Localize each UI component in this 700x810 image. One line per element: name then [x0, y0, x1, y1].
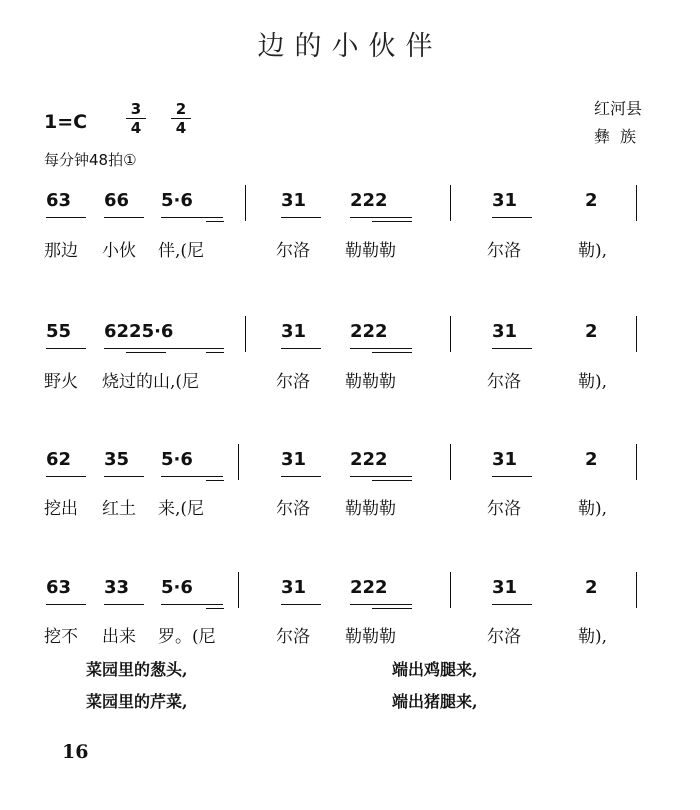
lyric-syllables: 尔洛	[487, 372, 521, 392]
tempo-marking: 每分钟48拍①	[44, 151, 137, 169]
note-group: 31	[492, 190, 518, 211]
time-signature-3-4	[126, 101, 146, 136]
note-group: 222	[350, 321, 388, 342]
lyric-syllables: 烧过的山,(尼	[102, 372, 200, 392]
source-ethnic-group: 彝族	[594, 127, 647, 146]
note-group: 2	[585, 577, 598, 598]
barline	[450, 444, 451, 480]
note-group: 5·6	[161, 449, 193, 470]
lyric-syllables: 勒),	[578, 241, 608, 261]
beat-underline	[350, 476, 412, 477]
note-group: 55	[46, 321, 72, 342]
barline	[450, 316, 451, 352]
note-group: 31	[281, 449, 307, 470]
lyric-syllables: 尔洛	[276, 499, 310, 519]
beat-underline	[281, 604, 321, 605]
time-signature-2-4	[171, 101, 191, 136]
beat-underline	[281, 348, 321, 349]
beat-underline	[206, 352, 224, 353]
note-group: 31	[281, 577, 307, 598]
beat-underline	[46, 476, 86, 477]
lyric-syllables: 小伙	[102, 241, 136, 261]
note-group: 222	[350, 577, 388, 598]
lyric-syllables: 挖不	[44, 627, 78, 647]
lyrics-line-2	[0, 367, 700, 401]
verse-line: 端出猪腿来,	[392, 692, 478, 711]
time-sig-denominator: 4	[175, 119, 187, 137]
beat-underline	[281, 476, 321, 477]
lyric-syllables: 勒),	[578, 627, 608, 647]
beat-underline	[492, 348, 532, 349]
note-group: 33	[104, 577, 130, 598]
note-group: 31	[281, 321, 307, 342]
lyric-syllables: 尔洛	[276, 372, 310, 392]
note-group: 35	[104, 449, 130, 470]
lyrics-line-3	[0, 494, 700, 528]
barline	[238, 572, 239, 608]
barline	[245, 185, 246, 221]
barline	[636, 185, 637, 221]
beat-underline	[104, 217, 144, 218]
note-group: 31	[492, 321, 518, 342]
beat-underline	[104, 348, 224, 349]
note-group: 63	[46, 190, 72, 211]
beat-underline	[161, 476, 223, 477]
time-sig-numerator: 2	[171, 101, 191, 119]
barline	[636, 444, 637, 480]
beat-underline	[372, 480, 412, 481]
lyrics-line-1	[0, 236, 700, 270]
lyric-syllables: 挖出	[44, 499, 78, 519]
notation-line-3	[0, 449, 700, 483]
note-group: 62	[46, 449, 72, 470]
lyric-syllables: 野火	[44, 372, 78, 392]
beat-underline	[206, 608, 224, 609]
beat-underline	[126, 352, 166, 353]
verse-line: 菜园里的葱头,	[86, 660, 188, 679]
beat-underline	[104, 476, 144, 477]
beat-underline	[46, 217, 86, 218]
note-group: 5·6	[161, 577, 193, 598]
lyric-syllables: 尔洛	[487, 241, 521, 261]
beat-underline	[350, 348, 412, 349]
notation-line-4	[0, 577, 700, 611]
note-group: 6225·6	[104, 321, 174, 342]
time-sig-denominator: 4	[130, 119, 142, 137]
barline	[636, 572, 637, 608]
lyric-syllables: 尔洛	[276, 627, 310, 647]
beat-underline	[161, 217, 223, 218]
beat-underline	[350, 604, 412, 605]
lyric-syllables: 来,(尼	[158, 499, 205, 519]
beat-underline	[281, 217, 321, 218]
time-sig-numerator: 3	[126, 101, 146, 119]
note-group: 31	[492, 449, 518, 470]
beat-underline	[206, 480, 224, 481]
key-signature: 1=C	[44, 111, 88, 133]
lyric-syllables: 那边	[44, 241, 78, 261]
beat-underline	[206, 221, 224, 222]
note-group: 63	[46, 577, 72, 598]
source-region: 红河县	[594, 99, 643, 118]
barline	[238, 444, 239, 480]
lyric-syllables: 出来	[102, 627, 136, 647]
page-number: 16	[62, 741, 89, 763]
note-group: 222	[350, 190, 388, 211]
note-group: 2	[585, 321, 598, 342]
beat-underline	[161, 604, 223, 605]
verse-line: 端出鸡腿来,	[392, 660, 478, 679]
notation-line-1	[0, 190, 700, 224]
note-group: 5·6	[161, 190, 193, 211]
lyric-syllables: 勒),	[578, 372, 608, 392]
note-group: 2	[585, 190, 598, 211]
song-title: 边的小伙伴	[257, 31, 443, 62]
lyrics-line-4	[0, 622, 700, 656]
note-group: 222	[350, 449, 388, 470]
lyric-syllables: 伴,(尼	[158, 241, 205, 261]
barline	[450, 572, 451, 608]
note-group: 31	[492, 577, 518, 598]
barline	[450, 185, 451, 221]
beat-underline	[46, 604, 86, 605]
lyric-syllables: 尔洛	[276, 241, 310, 261]
beat-underline	[104, 604, 144, 605]
beat-underline	[492, 217, 532, 218]
lyric-syllables: 尔洛	[487, 627, 521, 647]
beat-underline	[46, 348, 86, 349]
notation-line-2	[0, 321, 700, 355]
beat-underline	[372, 608, 412, 609]
lyric-syllables: 罗。(尼	[158, 627, 216, 647]
beat-underline	[492, 604, 532, 605]
barline	[245, 316, 246, 352]
lyric-syllables: 勒勒勒	[345, 627, 396, 647]
beat-underline	[350, 217, 412, 218]
lyric-syllables: 红土	[102, 499, 136, 519]
verse-line: 菜园里的芹菜,	[86, 692, 188, 711]
lyric-syllables: 勒勒勒	[345, 499, 396, 519]
note-group: 2	[585, 449, 598, 470]
lyric-syllables: 勒勒勒	[345, 372, 396, 392]
barline	[636, 316, 637, 352]
lyric-syllables: 勒勒勒	[345, 241, 396, 261]
beat-underline	[372, 352, 412, 353]
beat-underline	[492, 476, 532, 477]
note-group: 66	[104, 190, 130, 211]
lyric-syllables: 勒),	[578, 499, 608, 519]
lyric-syllables: 尔洛	[487, 499, 521, 519]
beat-underline	[372, 221, 412, 222]
note-group: 31	[281, 190, 307, 211]
